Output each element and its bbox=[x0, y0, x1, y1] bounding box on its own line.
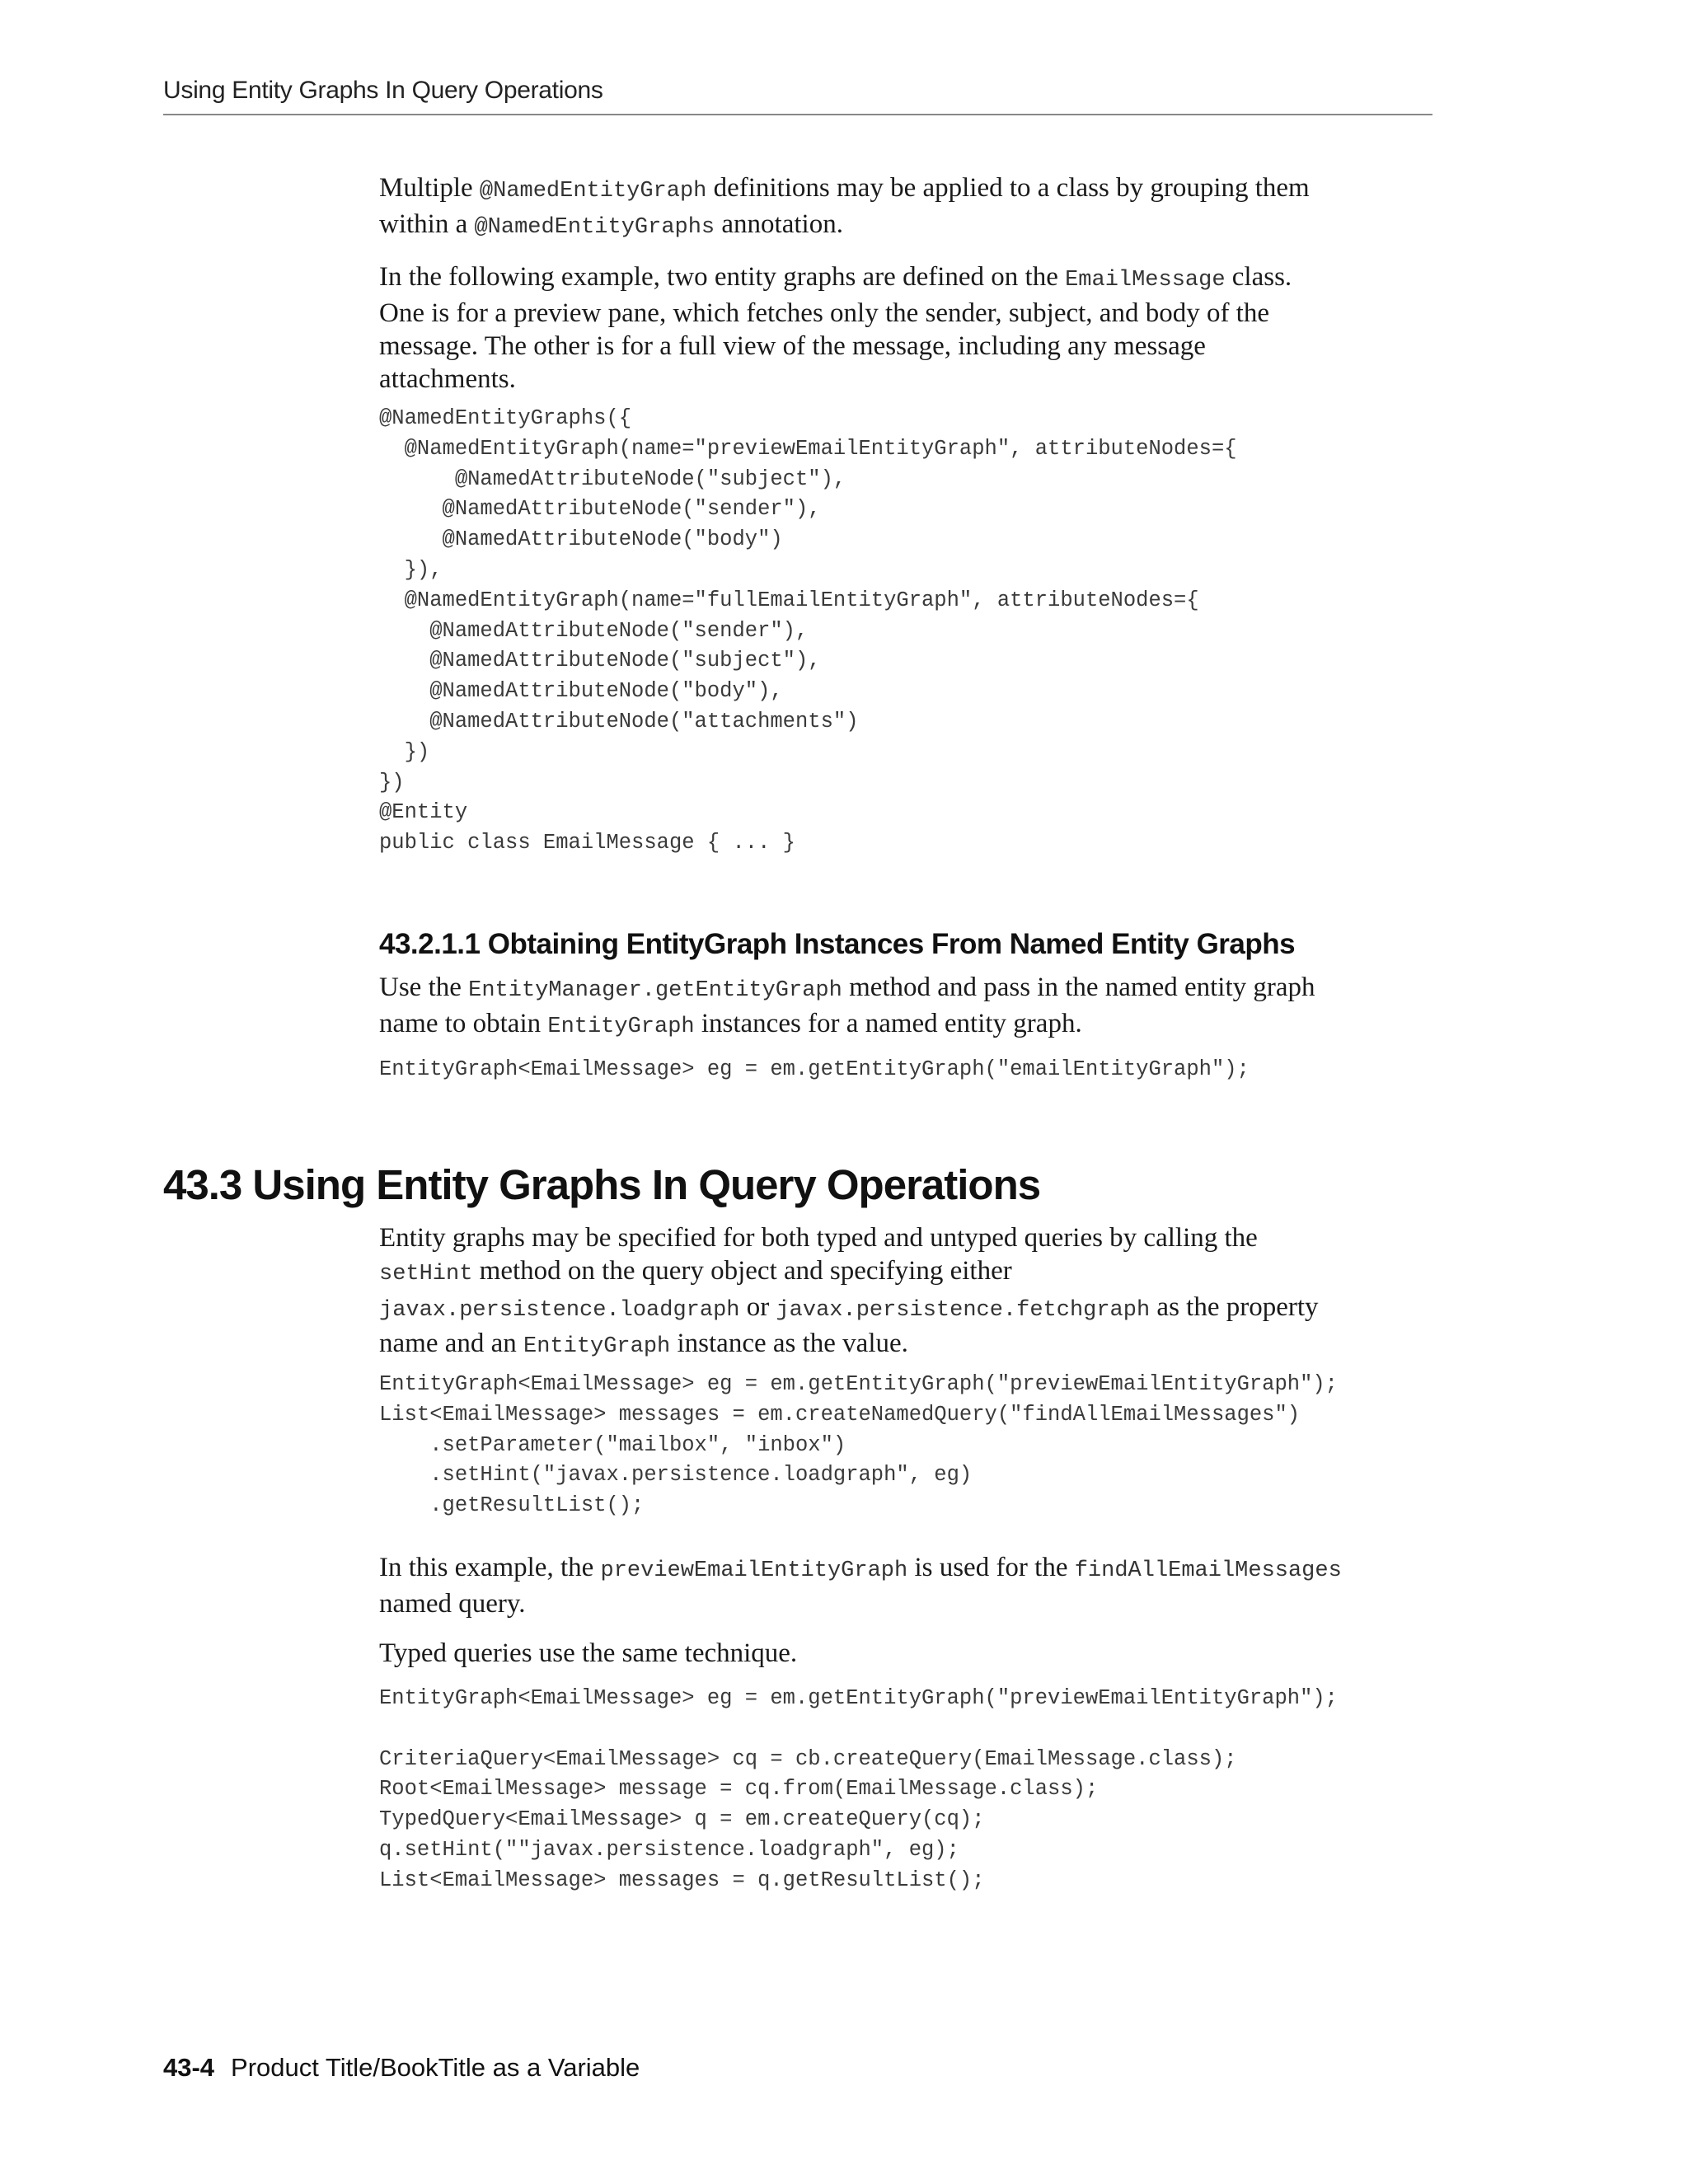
paragraph-example-intro: In the following example, two entity graphs are defined on the EmailMessage class. One is for a preview pane, which fetches only the sender, subject, and body of the message. The other is for a full view of the message, including any message attachments. bbox=[379, 262, 1292, 394]
section-heading: 43.3 Using Entity Graphs In Query Operations bbox=[163, 1161, 1041, 1208]
section-example-block bbox=[379, 1551, 1442, 1670]
page-footer bbox=[163, 2052, 640, 2083]
paragraph-get-entity-graph: Use the EntityManager.getEntityGraph method and pass in the named entity graph name to obtain EntityGraph instances for a named entity graph. bbox=[379, 972, 1315, 1039]
inline-code: EntityGraph bbox=[547, 1015, 695, 1039]
paragraph-query-hints: Entity graphs may be specified for both typed and untyped queries by calling the setHint method on the query object and specifying either javax.persistence.loadgraph or javax.persistence.fetchgraph as the property name and an EntityGraph instance as the value. bbox=[379, 1223, 1319, 1359]
paragraph-typed-queries: Typed queries use the same technique. bbox=[379, 1638, 798, 1668]
inline-code: EmailMessage bbox=[1065, 268, 1226, 293]
inline-code: @NamedEntityGraphs bbox=[474, 215, 715, 240]
inline-code: previewEmailEntityGraph bbox=[600, 1558, 908, 1583]
intro-block bbox=[379, 171, 1442, 396]
inline-code: EntityManager.getEntityGraph bbox=[468, 978, 842, 1003]
page-number: 43-4 bbox=[163, 2053, 215, 2082]
inline-code: javax.persistence.loadgraph bbox=[379, 1298, 740, 1323]
subsection-heading: 43.2.1.1 Obtaining EntityGraph Instances From Named Entity Graphs bbox=[379, 928, 1296, 960]
running-header: Using Entity Graphs In Query Operations bbox=[163, 77, 603, 104]
code-block-named-entity-graphs: @NamedEntityGraphs({ @NamedEntityGraph(name="previewEmailEntityGraph", attributeNodes={ @NamedAttributeNode("subject"), @NamedAttributeNode("sender"), @NamedAttributeNode("body") }), @NamedEntityGraph(name="fullEmailEntityGraph", attributeNodes={ @NamedAttributeNode("sender"), @NamedAttributeNode("subject"), @NamedAttributeNode("body"), @NamedAttributeNode("attachments") }) }) @Entity public class EmailMessage { ... } bbox=[379, 406, 1237, 855]
code-block-typed-query: EntityGraph<EmailMessage> eg = em.getEntityGraph("previewEmailEntityGraph"); CriteriaQuery<EmailMessage> cq = cb.createQuery(EmailMessage.class); Root<EmailMessage> message = cq.from(EmailMessage.class); TypedQuery<EmailMessage> q = em.createQuery(cq); q.setHint(""javax.persistence.loadgraph", eg); List<EmailMessage> messages = q.getResultList(); bbox=[379, 1686, 1338, 1892]
paragraph-example-explanation: In this example, the previewEmailEntityGraph is used for the findAllEmailMessages named query. bbox=[379, 1553, 1342, 1619]
paragraph-named-entity-graphs: Multiple @NamedEntityGraph definitions may be applied to a class by grouping them within a @NamedEntityGraphs annotation. bbox=[379, 173, 1310, 240]
section-block bbox=[379, 1221, 1442, 1363]
subsection-block bbox=[379, 971, 1442, 1043]
inline-code: javax.persistence.fetchgraph bbox=[776, 1298, 1151, 1323]
inline-code: setHint bbox=[379, 1262, 473, 1286]
header-rule bbox=[163, 114, 1432, 115]
book-title: Product Title/BookTitle as a Variable bbox=[231, 2053, 640, 2082]
code-block-get-entity-graph: EntityGraph<EmailMessage> eg = em.getEntityGraph("emailEntityGraph"); bbox=[379, 1057, 1250, 1081]
inline-code: EntityGraph bbox=[523, 1334, 671, 1359]
inline-code: findAllEmailMessages bbox=[1074, 1558, 1342, 1583]
inline-code: @NamedEntityGraph bbox=[479, 179, 707, 204]
code-block-named-query: EntityGraph<EmailMessage> eg = em.getEntityGraph("previewEmailEntityGraph"); List<EmailMessage> messages = em.createNamedQuery("findAllEmailMessages") .setParameter("mailbox", "inbox") .setHint("javax.persistence.loadgraph", eg) .getResultList(); bbox=[379, 1372, 1338, 1518]
